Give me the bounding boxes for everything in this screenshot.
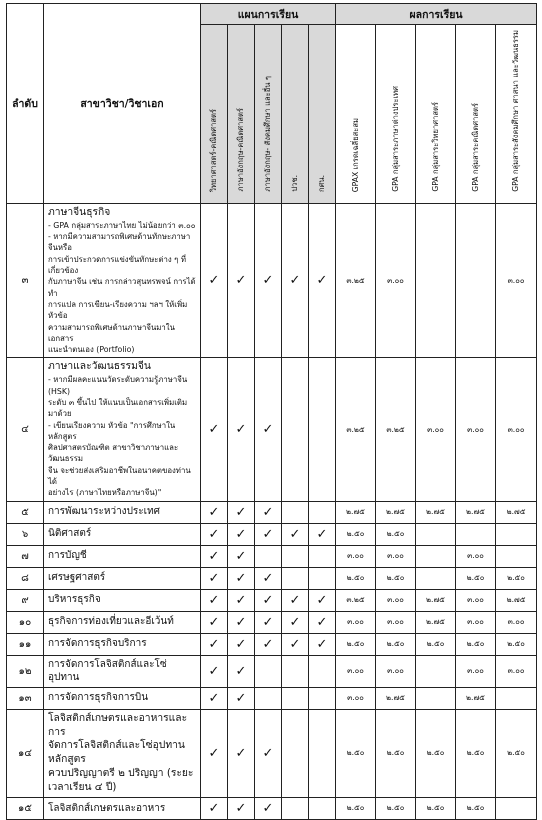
result-header-foreign-lang: GPA กลุ่มสาระภาษาต่างประเทศ [376,25,416,204]
gpa-value: ๓.๐๐ [496,655,537,687]
plan-check: ✓ [228,633,255,655]
gpa-value [456,523,496,545]
gpa-value: ๓.๐๐ [496,611,537,633]
gpa-value: ๓.๐๐ [496,358,537,501]
plan-check: ✓ [201,523,228,545]
plan-check: ✓ [282,611,309,633]
plan-check: ✓ [201,358,228,501]
gpa-value: ๓.๐๐ [456,589,496,611]
gpa-value: ๓.๐๐ [456,655,496,687]
table-row [7,611,537,633]
plan-check: ✓ [255,797,282,819]
plan-check [309,687,336,709]
gpa-value: ๓.๒๕ [336,589,376,611]
gpa-value: ๒.๕๐ [376,567,416,589]
plan-check: ✓ [228,611,255,633]
result-group-header: ผลการเรียน [336,4,537,25]
gpa-value [416,567,456,589]
gpa-value [496,797,537,819]
major-note: อย่างไร (ภาษาไทยหรือภาษาจีน)" [48,488,162,498]
gpa-value: ๒.๕๐ [416,797,456,819]
gpa-value: ๒.๗๕ [416,611,456,633]
table-body [7,204,537,820]
gpa-value: ๒.๕๐ [496,709,537,797]
plan-check: ✓ [282,523,309,545]
plan-check [282,687,309,709]
plan-check: ✓ [201,589,228,611]
major-title: โลจิสติกส์เกษตรและอาหารและการ [48,711,188,738]
row-number: ๕ [7,501,44,523]
gpa-value: ๓.๒๕ [376,358,416,501]
gpa-value [496,545,537,567]
gpa-value: ๒.๗๕ [416,501,456,523]
major-cell [44,358,201,501]
major-note: - เขียนเรียงความ หัวข้อ "การศึกษาในหลักสูตร [48,420,176,441]
plan-check [309,567,336,589]
plan-check: ✓ [228,545,255,567]
row-number: ๑๒ [7,655,44,687]
gpa-value: ๒.๕๐ [456,567,496,589]
gpa-value: ๒.๗๕ [456,687,496,709]
gpa-value: ๒.๕๐ [336,523,376,545]
plan-check: ✓ [255,567,282,589]
gpa-value: ๓.๐๐ [496,204,537,358]
table-row [7,358,537,501]
plan-check: ✓ [201,655,228,687]
plan-header-sci-math: วิทยาศาสตร์-คณิตศาสตร์ [201,25,228,204]
gpa-value: ๓.๐๐ [456,358,496,501]
major-note: การเข้าประกวดการแข่งขันทักษะต่าง ๆ ที่เกี่ยวข้อง [48,254,186,276]
plan-check: ✓ [228,797,255,819]
plan-check [282,501,309,523]
gpa-value: ๓.๐๐ [376,545,416,567]
major-title: การจัดการธุรกิจบริการ [44,633,201,655]
gpa-value: ๒.๕๐ [376,709,416,797]
table-row [7,501,537,523]
major-title: บริหารธุรกิจ [44,589,201,611]
gpa-value [416,545,456,567]
plan-check: ✓ [255,709,282,797]
result-header-science: GPA กลุ่มสาระวิทยาศาสตร์ [416,25,456,204]
plan-header-eng-math: ภาษาอังกฤษ-คณิตศาสตร์ [228,25,255,204]
plan-check: ✓ [309,523,336,545]
gpa-value: ๒.๕๐ [376,523,416,545]
plan-check: ✓ [201,567,228,589]
plan-check: ✓ [309,589,336,611]
plan-check: ✓ [228,501,255,523]
gpa-value: ๓.๐๐ [336,611,376,633]
row-number: ๑๑ [7,633,44,655]
gpa-value: ๒.๕๐ [336,633,376,655]
major-note: แนะนำตนเอง (Portfolio) [48,345,135,355]
row-number: ๑๐ [7,611,44,633]
gpa-value: ๒.๕๐ [456,633,496,655]
gpa-value: ๒.๕๐ [376,633,416,655]
major-note: - GPA กลุ่มสาระภาษาไทย ไม่น้อยกว่า ๓.๐๐ [48,220,196,230]
plan-group-header: แผนการเรียน [201,4,336,25]
plan-check: ✓ [201,797,228,819]
plan-check [282,358,309,501]
major-title-continued: จัดการโลจิสติกส์และโซ่อุปทาน หลักสูตร [48,739,185,766]
gpa-value: ๓.๐๐ [376,611,416,633]
plan-check: ✓ [201,611,228,633]
plan-check: ✓ [255,358,282,501]
plan-check [255,545,282,567]
row-number: ๑๓ [7,687,44,709]
plan-check: ✓ [201,709,228,797]
gpa-value: ๒.๕๐ [416,633,456,655]
row-number: ๗ [7,545,44,567]
result-header-social: GPA กลุ่มสาระสังคมศึกษา ศาสนา และวัฒนธรรม [496,25,537,204]
gpa-value: ๓.๒๕ [336,204,376,358]
gpa-value: ๒.๗๕ [376,687,416,709]
gpa-value: ๒.๗๕ [496,589,537,611]
major-title: โลจิสติกส์เกษตรและอาหาร [44,797,201,819]
major-note: กับภาษาจีน เช่น การกล่าวสุนทรพจน์ การได้ทำ [48,277,196,298]
table-row [7,545,537,567]
plan-check [309,545,336,567]
gpa-value: ๒.๕๐ [456,709,496,797]
gpa-value: ๒.๗๕ [336,501,376,523]
plan-check: ✓ [228,523,255,545]
gpa-value: ๒.๗๕ [496,501,537,523]
table-row [7,655,537,687]
row-number: ๖ [7,523,44,545]
plan-check: ✓ [228,709,255,797]
plan-check [282,797,309,819]
gpa-value: ๒.๕๐ [496,633,537,655]
plan-check: ✓ [228,204,255,358]
plan-check: ✓ [228,655,255,687]
table-row [7,567,537,589]
table-row [7,687,537,709]
plan-check [255,655,282,687]
row-number: ๙ [7,589,44,611]
major-header: สาขาวิชา/วิชาเอก [44,4,201,204]
row-number: ๓ [7,204,44,358]
plan-check [309,655,336,687]
gpa-value [496,523,537,545]
admission-table [6,3,537,820]
plan-check: ✓ [201,687,228,709]
plan-check: ✓ [282,204,309,358]
plan-check: ✓ [201,545,228,567]
gpa-value [416,523,456,545]
gpa-value: ๒.๗๕ [416,589,456,611]
plan-header-nfe: กศน. [309,25,336,204]
plan-check [309,797,336,819]
major-title: ภาษาและวัฒนธรรมจีน [48,360,151,373]
plan-check: ✓ [309,611,336,633]
major-note: ระดับ ๓ ขึ้นไป ให้แนบเป็นเอกสารเพิ่มเติมมาด้วย [48,397,188,419]
gpa-value: ๒.๕๐ [336,709,376,797]
plan-check [309,709,336,797]
major-note: - หากมีความสามารถพิเศษด้านทักษะภาษาจีนหรือ [48,232,191,253]
plan-check [282,655,309,687]
table-row [7,204,537,358]
plan-check [255,687,282,709]
row-number: ๑๔ [7,709,44,797]
gpa-value: ๓.๐๐ [336,655,376,687]
gpa-value: ๓.๐๐ [376,589,416,611]
major-title-continued: ควบปริญญาตรี ๒ ปริญญา (ระยะเวลาเรียน ๔ ปี) [48,767,194,794]
plan-check: ✓ [255,501,282,523]
gpa-value: ๓.๒๕ [336,358,376,501]
order-header: ลำดับ [7,4,44,204]
plan-check [282,709,309,797]
gpa-value: ๒.๕๐ [456,797,496,819]
major-title: เศรษฐศาสตร์ [44,567,201,589]
row-number: ๑๕ [7,797,44,819]
major-title: การบัญชี [44,545,201,567]
plan-check: ✓ [309,204,336,358]
plan-check [309,501,336,523]
major-note: ศิลปศาสตรบัณฑิต สาขาวิชาภาษาและวัฒนธรรม [48,443,179,464]
major-title: ภาษาจีนธุรกิจ [48,206,111,218]
gpa-value [416,204,456,358]
plan-check: ✓ [282,589,309,611]
plan-check [282,567,309,589]
plan-check: ✓ [201,501,228,523]
gpa-value [456,204,496,358]
plan-check: ✓ [228,589,255,611]
gpa-value [416,655,456,687]
table-row [7,523,537,545]
plan-check: ✓ [255,589,282,611]
row-number: ๔ [7,358,44,501]
plan-check: ✓ [201,204,228,358]
gpa-value: ๒.๗๕ [456,501,496,523]
table-row [7,633,537,655]
major-note: การแปล การเขียน-เรียงความ ฯลฯ ให้เพิ่มหัวข้อ [48,299,188,321]
gpa-value: ๒.๕๐ [336,567,376,589]
table-row [7,709,537,797]
plan-check: ✓ [228,567,255,589]
major-cell [44,709,201,797]
major-title: นิติศาสตร์ [44,523,201,545]
major-note: จีน จะช่วยส่งเสริมอาชีพในอนาคตของท่านได้ [48,465,191,487]
gpa-value [416,687,456,709]
result-header-math: GPA กลุ่มสาระคณิตศาสตร์ [456,25,496,204]
major-note: - หากมีผลคะแนนวัดระดับความรู้ภาษาจีน (HSK) [48,375,188,396]
plan-check [309,358,336,501]
plan-check: ✓ [201,633,228,655]
plan-check: ✓ [255,611,282,633]
plan-check: ✓ [228,358,255,501]
table-row [7,797,537,819]
gpa-value: ๓.๐๐ [456,611,496,633]
major-cell [44,204,201,358]
gpa-value: ๓.๐๐ [376,204,416,358]
plan-header-eng-social: ภาษาอังกฤษ- สังคมศึกษา และอื่น ๆ [255,25,282,204]
gpa-value: ๒.๕๐ [416,709,456,797]
plan-check: ✓ [255,204,282,358]
major-title: การจัดการโลจิสติกส์และโซ่อุปทาน [44,655,201,687]
major-title: ธุรกิจการท่องเที่ยวและอีเว้นท์ [44,611,201,633]
plan-check: ✓ [309,633,336,655]
row-number: ๘ [7,567,44,589]
gpa-value: ๒.๗๕ [376,501,416,523]
plan-header-vocational: ปวช. [282,25,309,204]
plan-check: ✓ [255,523,282,545]
gpa-value: ๒.๕๐ [336,797,376,819]
plan-check: ✓ [282,633,309,655]
gpa-value: ๓.๐๐ [336,687,376,709]
gpa-value [496,687,537,709]
result-header-gpax: GPAX เกรดเฉลี่ยสะสม [336,25,376,204]
gpa-value: ๒.๕๐ [496,567,537,589]
gpa-value: ๒.๕๐ [376,797,416,819]
gpa-value: ๓.๐๐ [416,358,456,501]
major-title: การจัดการธุรกิจการบิน [44,687,201,709]
plan-check: ✓ [255,633,282,655]
gpa-value: ๓.๐๐ [376,655,416,687]
plan-check: ✓ [228,687,255,709]
major-title: การพัฒนาระหว่างประเทศ [44,501,201,523]
plan-check [282,545,309,567]
gpa-value: ๓.๐๐ [456,545,496,567]
table-row [7,589,537,611]
major-note: ความสามารถพิเศษด้านภาษาจีนมาในเอกสาร [48,322,175,343]
gpa-value: ๓.๐๐ [336,545,376,567]
